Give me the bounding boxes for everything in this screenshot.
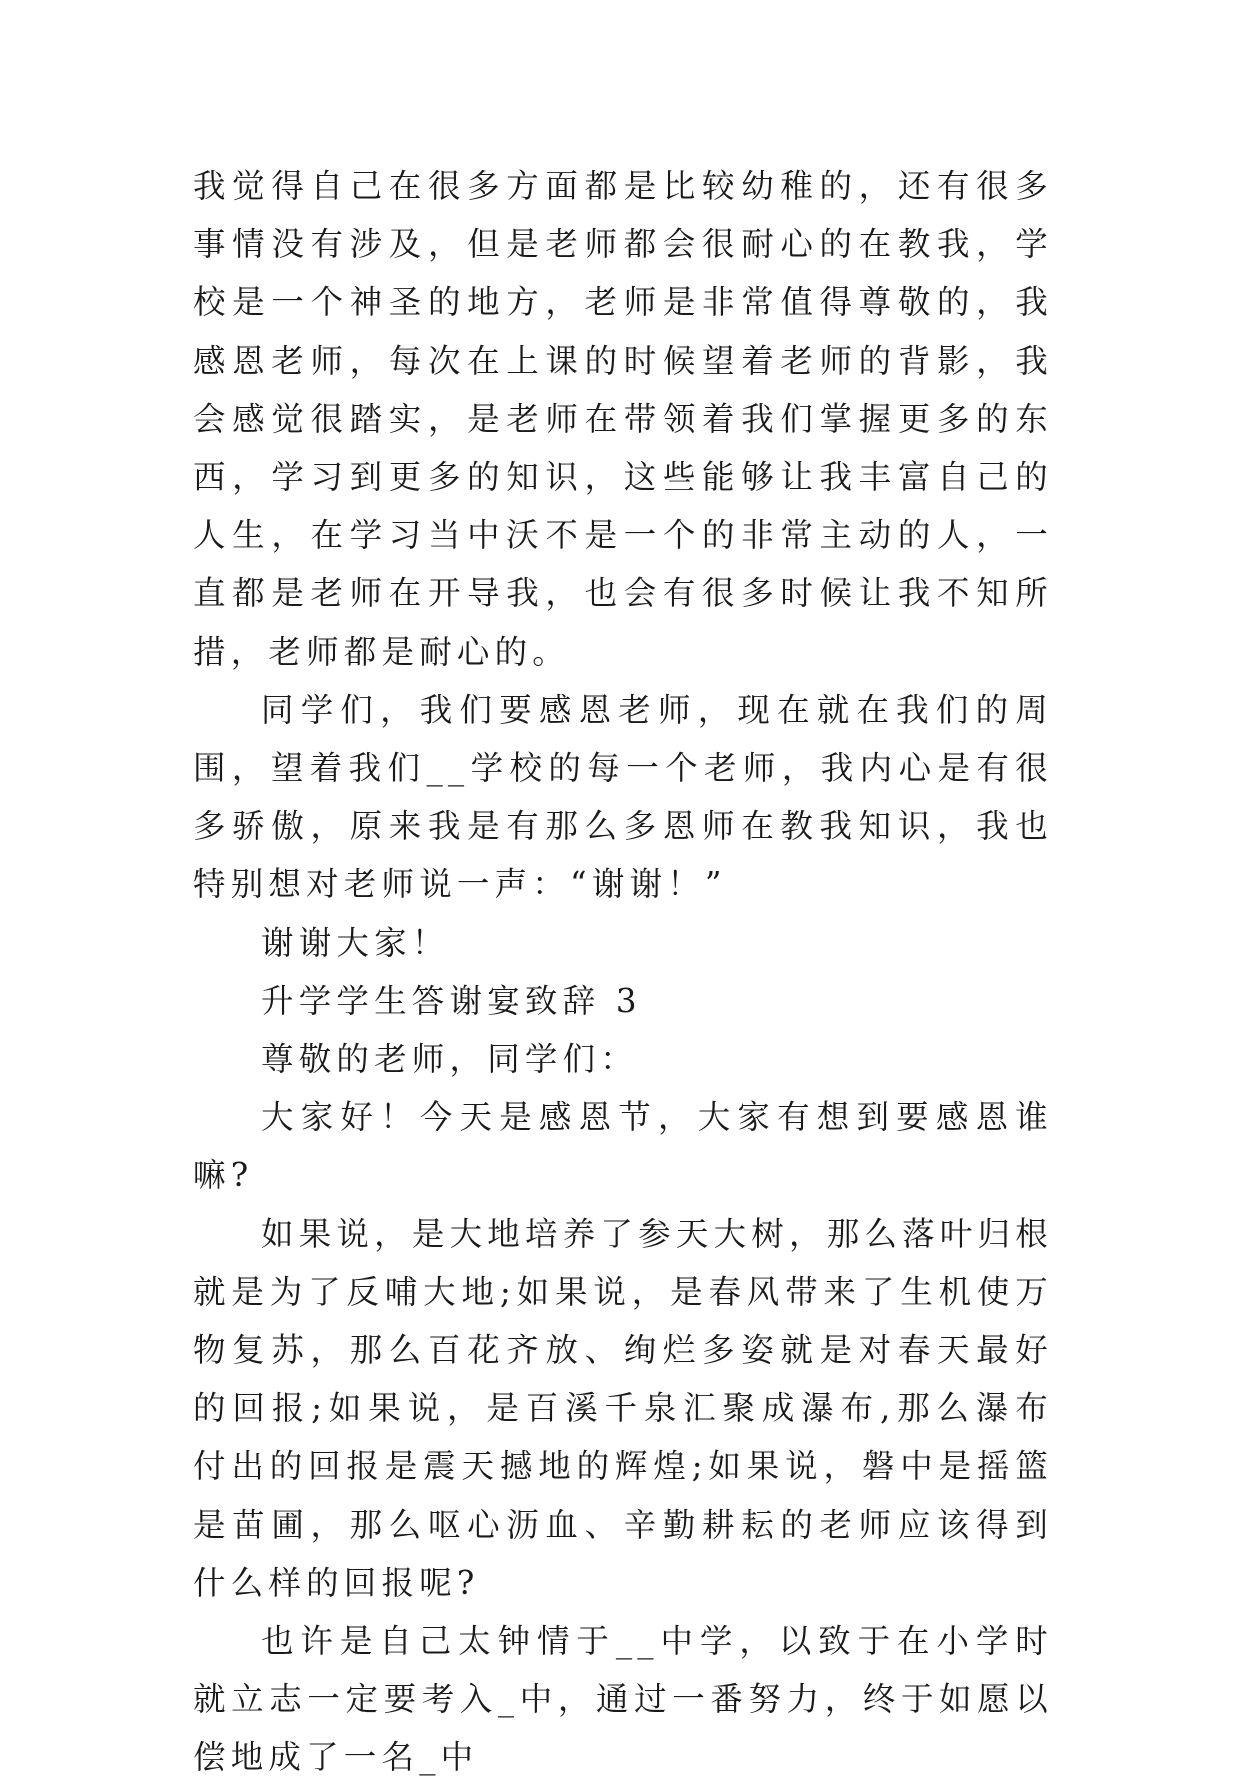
- paragraph-thanks-teachers: 同学们，我们要感恩老师，现在就在我们的周围，望着我们__学校的每一个老师，我内心是有很多骄傲，原来我是有那么多恩师在教我知识，我也特别想对老师说一声：“谢谢！”: [193, 690, 1053, 904]
- paragraph-greeting: 大家好！今天是感恩节，大家有想到要感恩谁嘛?: [193, 1098, 1053, 1195]
- salutation: 尊敬的老师，同学们：: [261, 1040, 639, 1079]
- document-body: [193, 157, 1053, 1787]
- section-title: 升学学生答谢宴致辞 3: [261, 981, 642, 1020]
- paragraph-closing: 谢谢大家！: [261, 923, 450, 962]
- paragraph-school: 也许是自己太钟情于__中学，以致于在小学时就立志一定要考入_中，通过一番努力，终于如愿以偿地成了一名_中: [193, 1622, 1053, 1777]
- paragraph-metaphors: 如果说，是大地培养了参天大树，那么落叶归根就是为了反哺大地;如果说，是春风带来了生机使万物复苏，那么百花齐放、绚烂多姿就是对春天最好的回报;如果说，是百溪千泉汇聚成瀑布,那么瀑布付出的回报是震天撼地的辉煌;如果说，磐中是摇篮是苗圃，那么呕心沥血、辛勤耕耘的老师应该得到什么样的回报呢?: [193, 1214, 1053, 1602]
- paragraph-continuation: 我觉得自己在很多方面都是比较幼稚的，还有很多事情没有涉及，但是老师都会很耐心的在教我，学校是一个神圣的地方，老师是非常值得尊敬的，我感恩老师，每次在上课的时候望着老师的背影，我会感觉很踏实，是老师在带领着我们掌握更多的东西，学习到更多的知识，这些能够让我丰富自己的人生，在学习当中沃不是一个的非常主动的人，一直都是老师在开导我，也会有很多时候让我不知所措，老师都是耐心的。: [193, 167, 1053, 671]
